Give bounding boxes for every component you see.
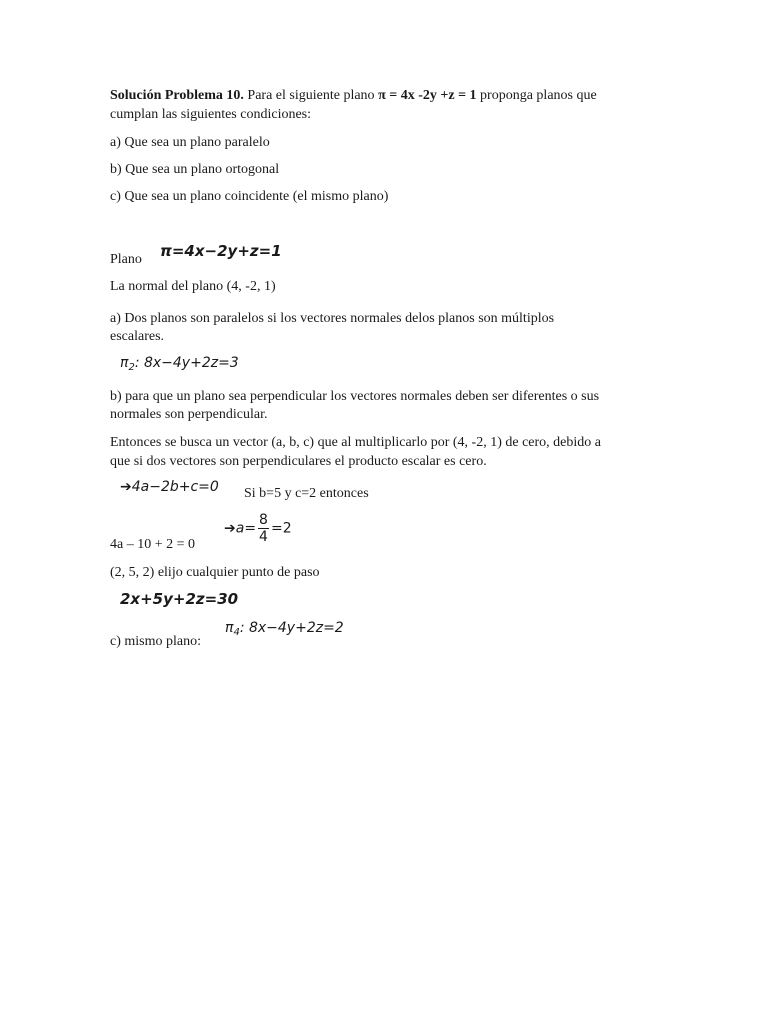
- pi4-symbol: π: [225, 620, 234, 636]
- pi4-subscript: 4: [233, 627, 240, 638]
- pi2-symbol: π: [120, 355, 129, 371]
- fraction: [258, 512, 269, 545]
- pi2-subscript: 2: [128, 362, 135, 373]
- problem-intro-b: proponga planos que: [476, 88, 597, 103]
- problem-line-2: cumplan las siguientes condiciones:: [110, 107, 312, 122]
- a-value-equation: [224, 512, 292, 545]
- pi4-expression: : 8x−4y+2z=2: [239, 620, 344, 636]
- condition-a: a) Que sea un plano paralelo: [110, 135, 270, 150]
- result-equation: 2x+5y+2z=30: [120, 590, 239, 608]
- part-b-line-2: normales son perpendicular.: [110, 407, 268, 422]
- normal-vector-text: La normal del plano (4, -2, 1): [110, 279, 276, 294]
- entonces-line-2: que si dos vectores son perpendiculares el producto escalar es cero.: [110, 454, 487, 469]
- fraction-numerator: 8: [259, 512, 268, 528]
- pi2-equation: [120, 355, 239, 373]
- pi4-equation: [225, 620, 344, 638]
- problem-title: Solución Problema 10.: [110, 88, 244, 103]
- point-line: (2, 5, 2) elijo cualquier punto de paso: [110, 565, 320, 580]
- condition-c: c) Que sea un plano coincidente (el mismo plano): [110, 189, 389, 204]
- arrow-icon: ➔: [224, 520, 236, 537]
- a-variable: a=: [235, 520, 257, 537]
- part-a-line-2: escalares.: [110, 329, 165, 344]
- equals-two: =2: [270, 520, 292, 537]
- plano-label: Plano: [110, 252, 142, 267]
- part-c-label: c) mismo plano:: [110, 634, 201, 649]
- dot-product-equation: ➔4a−2b+c=0: [120, 479, 219, 495]
- calculation-line: 4a – 10 + 2 = 0: [110, 537, 196, 552]
- entonces-line-1: Entonces se busca un vector (a, b, c) que al multiplicarlo por (4, -2, 1) de cero, debido a: [110, 435, 601, 450]
- plano-equation: π=4x−2y+z=1: [160, 242, 282, 260]
- fraction-denominator: 4: [259, 529, 268, 545]
- problem-intro-a: Para el siguiente plano: [243, 88, 379, 103]
- problem-line-1: [110, 86, 597, 105]
- problem-plane-equation: π = 4x -2y +z = 1: [378, 88, 477, 103]
- pi2-expression: : 8x−4y+2z=3: [134, 355, 239, 371]
- si-text: Si b=5 y c=2 entonces: [244, 486, 369, 501]
- part-b-line-1: b) para que un plano sea perpendicular los vectores normales deben ser diferentes o sus: [110, 389, 600, 404]
- condition-b: b) Que sea un plano ortogonal: [110, 162, 280, 177]
- part-a-line-1: a) Dos planos son paralelos si los vectores normales delos planos son múltiplos: [110, 311, 555, 326]
